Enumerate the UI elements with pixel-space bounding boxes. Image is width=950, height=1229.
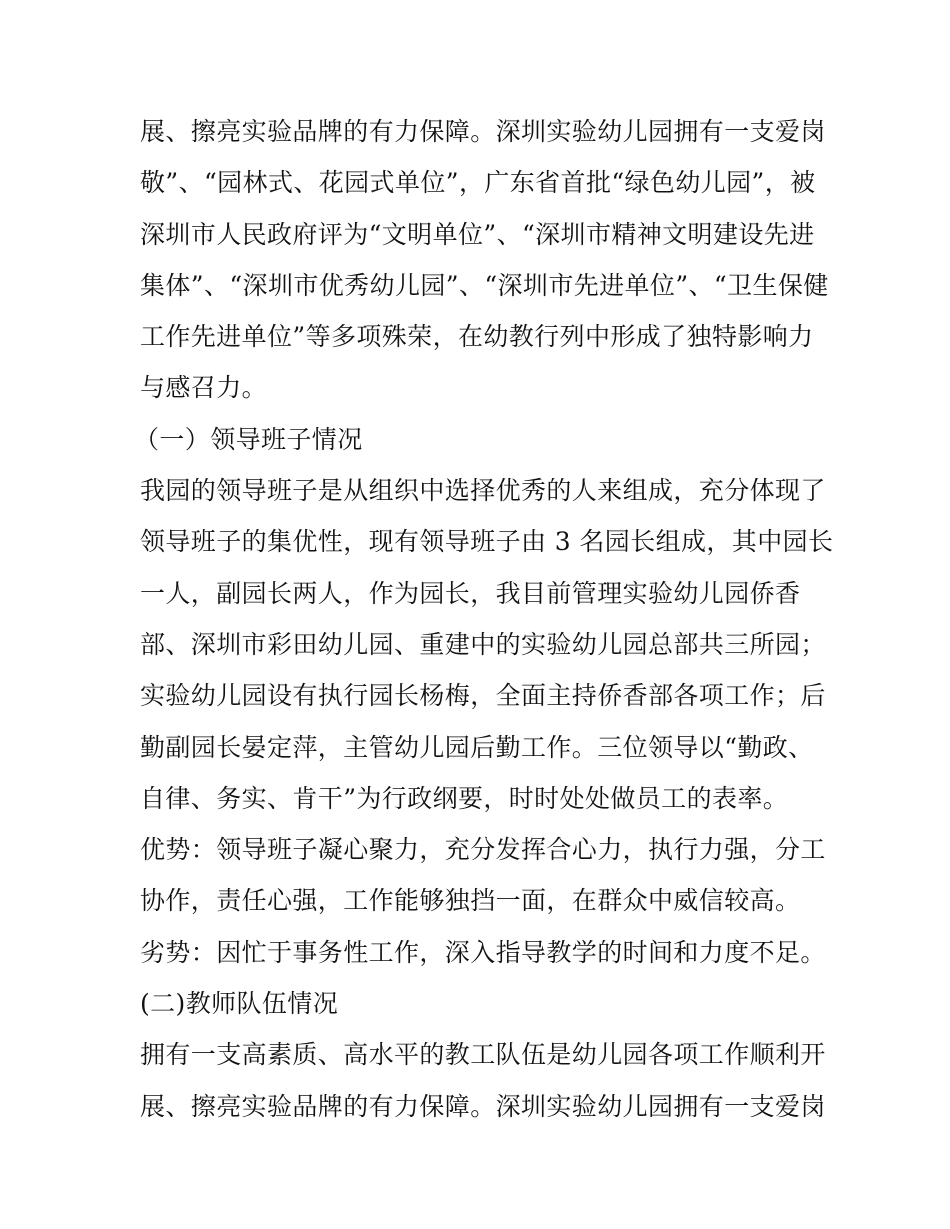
text-line: 集体”、“深圳市优秀幼儿园”、“深圳市先进单位”、“卫生保健: [140, 270, 829, 300]
text-line: 一人，副园长两人，作为园长，我目前管理实验幼儿园侨香: [140, 578, 801, 608]
text-line: 部、深圳市彩田幼儿园、重建中的实验幼儿园总部共三所园；: [140, 629, 826, 659]
text-line: 展、擦亮实验品牌的有力保障。深圳实验幼儿园拥有一支爱岗: [140, 1091, 826, 1121]
document-body: [134, 106, 834, 1132]
text-line: 展、擦亮实验品牌的有力保障。深圳实验幼儿园拥有一支爱岗: [140, 117, 826, 146]
text-line: 敬”、“园林式、花园式单位”，广东省首批“绿色幼儿园”，被: [140, 168, 816, 198]
text-line: 自律、务实、肯干”为行政纲要，时时处处做员工的表率。: [140, 783, 789, 813]
text-line: 勤副园长晏定萍，主管幼儿园后勤工作。三位领导以“勤政、: [140, 732, 814, 762]
section-heading-teachers: (二)教师队伍情况: [140, 989, 339, 1019]
text-line: 协作，责任心强，工作能够独挡一面，在群众中威信较高。: [140, 886, 801, 916]
text-line: 实验幼儿园设有执行园长杨梅，全面主持侨香部各项工作；后: [140, 681, 826, 711]
text-line: 劣势：因忙于事务性工作，深入指导教学的时间和力度不足。: [140, 937, 826, 967]
text-line: 与感召力。: [140, 373, 268, 403]
text-line: 领导班子的集优性，现有领导班子由 3 名园长组成，其中园长: [140, 527, 834, 557]
text-line: 工作先进单位”等多项殊荣，在幼教行列中形成了独特影响力: [140, 322, 814, 352]
text-line: 拥有一支高素质、高水平的教工队伍是幼儿园各项工作顺利开: [140, 1040, 826, 1070]
text-line: 优势：领导班子凝心聚力，充分发挥合心力，执行力强，分工: [140, 835, 826, 865]
text-line: 深圳市人民政府评为“文明单位”、“深圳市精神文明建设先进: [140, 219, 815, 249]
section-heading-leadership: （一）领导班子情况: [134, 424, 363, 454]
text-line: 我园的领导班子是从组织中选择优秀的人来组成，充分体现了: [140, 476, 826, 506]
